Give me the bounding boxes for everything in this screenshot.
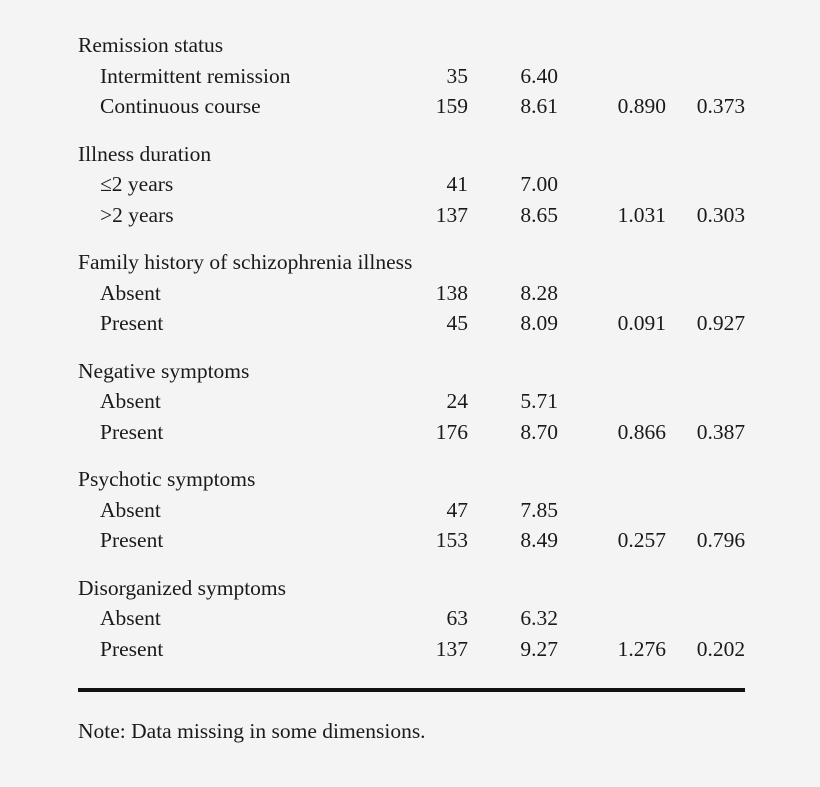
- row-p-value: 0.303: [696, 202, 746, 227]
- group-header-label: Remission status: [78, 33, 224, 57]
- row-p-value: [666, 169, 745, 200]
- row-n-value: 45: [446, 311, 468, 335]
- row-label: Present: [100, 419, 164, 444]
- row-label: Present: [100, 636, 164, 661]
- row-p-value: [666, 603, 745, 634]
- row-n-value: 153: [435, 528, 468, 552]
- row-label: Intermittent remission: [100, 63, 291, 88]
- row-n-value: 159: [435, 94, 468, 118]
- row-statistic-value: [558, 169, 666, 200]
- row-mean-value: 7.85: [520, 497, 558, 522]
- row-mean-value: 8.09: [520, 311, 558, 335]
- group-header-label: Family history of schizophrenia illness: [78, 250, 413, 274]
- row-statistic-value: 1.276: [617, 636, 666, 661]
- table-row: [78, 278, 745, 309]
- group-spacer: [78, 122, 745, 139]
- row-p-value: 0.927: [696, 311, 746, 335]
- group-spacer-cell: [78, 122, 745, 139]
- row-statistic-value: 0.257: [617, 528, 666, 552]
- table-group-header-row: [78, 573, 745, 604]
- row-n-value: 176: [435, 419, 468, 444]
- table-row: [78, 200, 745, 231]
- row-p-value: [666, 61, 745, 92]
- row-label: Present: [100, 311, 164, 335]
- group-spacer: [78, 339, 745, 356]
- row-mean-value: 8.28: [520, 280, 558, 305]
- group-spacer-cell: [78, 339, 745, 356]
- row-n-value: 47: [446, 497, 468, 522]
- row-p-value: 0.387: [696, 419, 746, 444]
- row-mean-value: 8.65: [520, 202, 558, 227]
- row-n-value: 138: [435, 280, 468, 305]
- row-n-value: 137: [435, 202, 468, 227]
- row-label: Absent: [100, 606, 161, 630]
- table-group-header-row: [78, 139, 745, 170]
- row-n-value: 63: [446, 606, 468, 630]
- table-body: [78, 30, 745, 664]
- row-label: >2 years: [100, 202, 174, 227]
- row-p-value: [666, 386, 745, 417]
- row-mean-value: 7.00: [520, 172, 558, 196]
- row-mean-value: 8.70: [520, 419, 558, 444]
- row-statistic-value: [558, 61, 666, 92]
- table-row: [78, 495, 745, 526]
- row-label: ≤2 years: [100, 172, 174, 196]
- row-label: Absent: [100, 280, 161, 305]
- group-header-label: Negative symptoms: [78, 358, 250, 383]
- row-statistic-value: 0.091: [617, 311, 666, 335]
- row-statistic-value: 0.890: [617, 94, 666, 118]
- group-spacer: [78, 447, 745, 464]
- table-row: [78, 525, 745, 556]
- row-mean-value: 6.40: [520, 63, 558, 88]
- row-mean-value: 6.32: [520, 606, 558, 630]
- row-p-value: 0.373: [696, 94, 746, 118]
- bottom-rule: [78, 688, 745, 692]
- group-spacer-cell: [78, 556, 745, 573]
- row-p-value: 0.202: [696, 636, 746, 661]
- table-row: [78, 386, 745, 417]
- group-spacer-cell: [78, 447, 745, 464]
- row-n-value: 41: [446, 172, 468, 196]
- table-group-header-row: [78, 464, 745, 495]
- row-statistic-value: 1.031: [617, 202, 666, 227]
- table-row: [78, 308, 745, 339]
- row-n-value: 137: [435, 636, 468, 661]
- table-note: Note: Data missing in some dimensions.: [78, 719, 426, 743]
- row-p-value: 0.796: [696, 528, 746, 552]
- row-mean-value: 8.61: [520, 94, 558, 118]
- row-n-value: 24: [446, 389, 468, 413]
- row-mean-value: 5.71: [520, 389, 558, 413]
- row-statistic-value: [558, 603, 666, 634]
- statistics-table: [78, 30, 745, 664]
- row-label: Absent: [100, 389, 161, 413]
- table-row: [78, 417, 745, 448]
- row-p-value: [666, 495, 745, 526]
- group-header-label: Psychotic symptoms: [78, 467, 256, 491]
- row-label: Continuous course: [100, 94, 261, 118]
- row-statistic-value: [558, 495, 666, 526]
- table-row: [78, 603, 745, 634]
- group-spacer: [78, 230, 745, 247]
- row-mean-value: 9.27: [520, 636, 558, 661]
- table-group-header-row: [78, 356, 745, 387]
- group-header-label: Disorganized symptoms: [78, 575, 287, 600]
- row-label: Absent: [100, 497, 161, 522]
- table-group-header-row: [78, 30, 745, 61]
- table-row: [78, 91, 745, 122]
- table-row: [78, 169, 745, 200]
- table-row: [78, 634, 745, 665]
- row-n-value: 35: [446, 63, 468, 88]
- table-row: [78, 61, 745, 92]
- table-group-header-row: [78, 247, 745, 278]
- row-statistic-value: [558, 278, 666, 309]
- group-header-label: Illness duration: [78, 141, 212, 166]
- row-statistic-value: 0.866: [617, 419, 666, 444]
- row-label: Present: [100, 528, 164, 552]
- row-mean-value: 8.49: [520, 528, 558, 552]
- group-spacer-cell: [78, 230, 745, 247]
- row-p-value: [666, 278, 745, 309]
- group-spacer: [78, 556, 745, 573]
- row-statistic-value: [558, 386, 666, 417]
